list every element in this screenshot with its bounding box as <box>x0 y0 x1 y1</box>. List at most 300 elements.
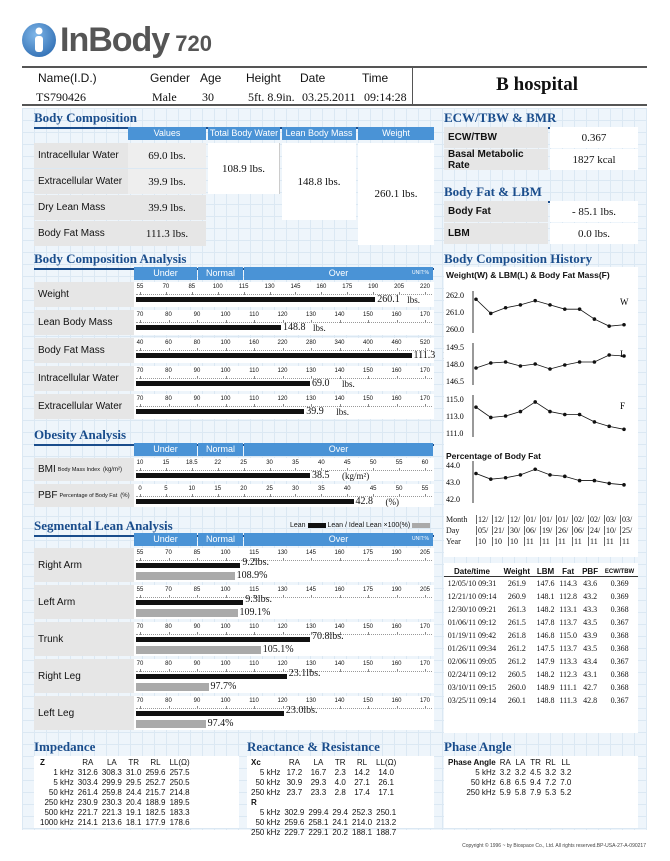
tick-label: 170 <box>419 698 431 704</box>
bar-track <box>134 585 434 619</box>
section-title: Body Composition History <box>444 251 593 266</box>
row-label <box>34 282 134 307</box>
tick-label: 85 <box>193 587 201 593</box>
table-cell: 308.3 <box>101 768 122 777</box>
history-point <box>593 360 597 364</box>
row-label-text: Intracellular Water <box>38 373 119 384</box>
history-point <box>504 476 508 480</box>
history-point <box>607 353 611 357</box>
tick-label: 160 <box>391 396 402 402</box>
table-cell: 12/05/10 09:31 <box>447 579 497 588</box>
table-row <box>444 590 638 603</box>
date-cell: 11 <box>574 537 582 546</box>
bar-track <box>134 548 434 582</box>
impedance-table <box>38 758 192 828</box>
table-cell: 43.9 <box>583 631 598 640</box>
table-cell: 258.1 <box>308 818 329 827</box>
table-cell: 0.368 <box>610 683 629 692</box>
value-bar <box>136 325 281 330</box>
table-cell: 43.3 <box>583 605 598 614</box>
table-row <box>444 655 638 668</box>
table-cell: 24.4 <box>125 788 142 797</box>
row-label: LBM <box>444 223 548 244</box>
tick-label: 170 <box>419 312 431 318</box>
history-point <box>622 428 626 432</box>
table-cell: 1 kHz <box>53 768 74 777</box>
tick-label: 120 <box>277 368 288 374</box>
tick-label: 5 <box>164 486 168 492</box>
table-cell: 0.367 <box>610 696 629 705</box>
table-cell: 01/26/11 09:34 <box>447 644 497 653</box>
table-row <box>446 788 573 798</box>
tick-label: 0 <box>138 486 142 492</box>
row-label <box>34 622 134 656</box>
person-icon <box>22 23 56 57</box>
history-series-tag: L <box>620 349 626 359</box>
table-cell: 259.8 <box>101 788 122 797</box>
row-label <box>34 585 134 619</box>
history-dates <box>444 515 638 555</box>
tick-label: 110 <box>249 698 259 704</box>
tick-label: 120 <box>277 698 288 704</box>
table-cell: 0.368 <box>610 670 629 679</box>
history-point <box>504 414 508 418</box>
column-header-normal: Normal <box>198 533 243 546</box>
table-cell: 257.5 <box>169 768 190 777</box>
tick-label: 100 <box>220 550 231 556</box>
column-header-under: Under <box>134 533 197 546</box>
table-cell: 299.9 <box>101 778 122 787</box>
bar-track <box>134 282 434 307</box>
table-row <box>444 577 638 591</box>
column-header: Fat <box>557 567 579 577</box>
ratio-bar <box>136 609 238 617</box>
row-label: Body Fat <box>444 201 548 222</box>
table-cell: 4.0 <box>334 778 346 787</box>
date-cell: 02/ <box>574 515 585 524</box>
tick-label: 115 <box>249 587 259 593</box>
column-header: Weight <box>500 567 534 577</box>
table-cell: 182.5 <box>145 808 166 817</box>
tick-label: 120 <box>277 396 288 402</box>
history-ytick: 111.0 <box>446 429 464 438</box>
table-cell: 111.3 <box>559 696 577 705</box>
tick-label: 80 <box>165 698 172 704</box>
table-cell: 0.368 <box>610 605 629 614</box>
table-cell: 5.9 <box>499 788 511 797</box>
tick-label: 145 <box>305 550 317 556</box>
table-cell: 5 kHz <box>53 778 74 787</box>
tick-label: 220 <box>277 340 288 346</box>
table-cell: 183.3 <box>169 808 190 817</box>
bar-track <box>134 696 434 730</box>
tick-label: 45 <box>343 460 351 466</box>
history-point <box>578 307 582 311</box>
table-cell: 147.5 <box>536 644 555 653</box>
table-row <box>249 778 398 788</box>
table-cell: 302.9 <box>284 808 305 817</box>
tick-line <box>136 634 432 635</box>
table-cell: 0.368 <box>610 644 629 653</box>
table-row <box>38 768 192 778</box>
table-cell: 01/19/11 09:42 <box>447 631 497 640</box>
tick-label: 145 <box>305 587 317 593</box>
column-header: TR <box>530 758 541 767</box>
tick-label: 90 <box>193 698 201 704</box>
ecw-bmr-table <box>444 127 638 171</box>
tick-label: 40 <box>136 340 144 346</box>
table-cell: 20.2 <box>332 828 348 837</box>
history-point <box>563 363 567 367</box>
table-cell: 147.9 <box>536 657 555 666</box>
tick-label: 115 <box>238 284 249 290</box>
value-bar <box>136 297 375 302</box>
table-cell: 261.9 <box>507 579 526 588</box>
tick-label: 80 <box>165 312 172 318</box>
tick-label: 140 <box>334 396 345 402</box>
table-cell: 3.2 <box>560 768 572 777</box>
table-cell: 312.6 <box>77 768 98 777</box>
table-cell: 213.2 <box>376 818 397 827</box>
table-row <box>249 808 398 818</box>
table-cell: 5.2 <box>560 788 572 797</box>
row-label <box>34 458 134 481</box>
value-unit: (%) <box>385 497 399 507</box>
column-header-over: Over <box>244 533 433 546</box>
table-cell: 5.3 <box>545 788 557 797</box>
id-label: Gender <box>150 71 191 85</box>
table-cell: 12/30/10 09:21 <box>447 605 497 614</box>
brand-model: 720 <box>175 31 212 56</box>
date-cell: 10/ <box>606 526 617 535</box>
table-cell: 6.5 <box>514 778 526 787</box>
date-cell: 10 <box>494 537 502 546</box>
history-point <box>489 477 493 481</box>
column-header: LA <box>313 758 324 767</box>
tick-label: 50 <box>369 460 377 466</box>
table-cell: 252.3 <box>352 808 373 817</box>
ratio-bar <box>136 720 206 728</box>
weight-value: 260.1 lbs. <box>358 143 434 245</box>
row-label <box>34 548 134 582</box>
table-row <box>446 778 573 788</box>
tick-label: 40 <box>318 460 325 466</box>
tick-label: 160 <box>391 698 402 704</box>
bar-track <box>134 366 434 391</box>
date-cell: 11 <box>542 537 550 546</box>
table-row <box>38 808 192 818</box>
table-cell: 261.5 <box>507 618 526 627</box>
table-cell: 261.8 <box>507 631 526 640</box>
date-row-label: Year <box>446 537 461 546</box>
tick-label: 20 <box>240 486 247 492</box>
column-header: RA <box>499 758 511 767</box>
value-unit: lbs. <box>342 379 355 389</box>
table-cell: 214.0 <box>352 818 373 827</box>
id-label: Age <box>200 71 222 85</box>
tick-label: 100 <box>220 396 231 402</box>
table-cell: 250 kHz <box>251 828 281 837</box>
value-bar <box>136 499 354 504</box>
tick-label: 45 <box>369 486 377 492</box>
table-cell: 250.5 <box>169 778 190 787</box>
tick-label: 80 <box>193 340 201 346</box>
history-series-tag: W <box>620 297 629 307</box>
history-point <box>504 360 508 364</box>
date-cell: 11 <box>622 537 630 546</box>
table-cell: 250 kHz <box>44 798 74 807</box>
tick-label: 15 <box>162 460 170 466</box>
value-unit: lbs. <box>336 407 349 417</box>
row-label-text: Left Leg <box>38 707 75 719</box>
history-ytick: 42.0 <box>446 495 460 504</box>
value-label: 9.3lbs. <box>245 594 272 605</box>
table-cell: 17.4 <box>354 788 370 797</box>
id-label: Height <box>246 71 281 85</box>
table-cell: 261.2 <box>507 657 526 666</box>
ratio-bar <box>136 683 209 691</box>
tick-label: 100 <box>220 340 231 346</box>
tick-label: 140 <box>334 698 345 704</box>
column-header-under: Under <box>134 443 197 456</box>
tick-label: 40 <box>343 486 351 492</box>
column-header: LL(Ω) <box>376 758 397 767</box>
row-label: ECW/TBW <box>444 127 548 148</box>
tick-label: 205 <box>394 284 405 290</box>
tick-label: 170 <box>419 396 431 402</box>
table-row <box>446 768 573 778</box>
tick-label: 150 <box>362 624 374 630</box>
date-cell: 03/ <box>622 515 633 524</box>
table-cell: 260.0 <box>507 683 526 692</box>
tick-label: 160 <box>248 340 260 346</box>
tick-label: 205 <box>419 587 431 593</box>
column-header: LA <box>515 758 526 767</box>
tick-label: 175 <box>342 284 353 290</box>
tick-label: 400 <box>362 340 374 346</box>
tick-label: 140 <box>334 312 345 318</box>
row-label-text: Right Arm <box>38 559 82 571</box>
tick-label: 170 <box>419 661 431 667</box>
table-cell: 148.2 <box>536 670 555 679</box>
tick-label: 160 <box>334 587 345 593</box>
column-header: RL <box>545 758 556 767</box>
row-label-text: Right Leg <box>38 670 81 682</box>
table-cell: 260.5 <box>507 670 526 679</box>
table-cell: 113.7 <box>559 644 577 653</box>
row-label-text: PBF <box>38 490 58 501</box>
id-label: Time <box>362 71 389 85</box>
history-subtitle: Weight(W) & LBM(L) & Body Fat Mass(F) <box>446 270 610 280</box>
table-cell: 188.7 <box>376 828 397 837</box>
tbw-value: 108.9 lbs. <box>208 143 280 194</box>
legend-lean: Lean <box>290 522 306 529</box>
table-cell: 7.9 <box>529 788 542 797</box>
value-label: 148.8 <box>283 322 306 333</box>
table-cell: 250.1 <box>376 808 397 817</box>
tick-label: 130 <box>277 587 288 593</box>
date-cell: 03/ <box>606 515 617 524</box>
table-cell: 221.3 <box>101 808 122 817</box>
table-cell: 0.368 <box>610 631 629 640</box>
table-cell: 114.3 <box>559 579 577 588</box>
date-cell: 01/ <box>558 515 569 524</box>
history-point <box>519 473 523 477</box>
table-cell: 303.4 <box>77 778 98 787</box>
table-cell: 43.6 <box>583 579 598 588</box>
table-cell: 260.9 <box>507 592 526 601</box>
bodyfat-lbm-table <box>444 201 638 245</box>
date-cell: 30/ <box>510 526 521 535</box>
id-label: Name(I.D.) <box>38 71 97 85</box>
column-header: Date/time <box>444 567 500 577</box>
row-value: 69.0 lbs. <box>128 143 206 168</box>
table-cell: 16.7 <box>310 768 327 777</box>
tick-label: 90 <box>193 396 201 402</box>
tick-label: 160 <box>391 368 402 374</box>
table-cell: 188.1 <box>352 828 373 837</box>
table-cell: 43.5 <box>583 644 598 653</box>
section-title: Body Composition <box>34 110 137 125</box>
row-label: Extracellular Water <box>34 169 128 194</box>
date-cell: 11 <box>526 537 534 546</box>
history-point <box>474 405 478 409</box>
table-cell: 17.2 <box>286 768 303 777</box>
value-bar <box>136 353 412 358</box>
row-label <box>34 484 134 507</box>
row-label-text: Lean Body Mass <box>38 317 113 328</box>
tick-line <box>136 378 432 379</box>
table-cell: 2.8 <box>334 788 346 797</box>
table-cell: 24.1 <box>332 818 348 827</box>
date-cell: 19/ <box>542 526 553 535</box>
bar-track <box>134 310 434 335</box>
table-cell: 112.8 <box>559 592 577 601</box>
section-title: Reactance & Resistance <box>247 739 380 754</box>
table-cell: 29.3 <box>310 778 327 787</box>
column-header: RL <box>356 758 368 767</box>
row-label-text: Weight <box>38 289 69 300</box>
table-cell: 27.1 <box>354 778 370 787</box>
tick-label: 190 <box>391 550 402 556</box>
tick-label: 90 <box>193 624 201 630</box>
table-cell: 146.8 <box>536 631 555 640</box>
phase-panel <box>444 756 638 828</box>
id-value: TS790426 <box>36 90 87 104</box>
tick-label: 160 <box>391 624 402 630</box>
table-row <box>444 642 638 655</box>
column-header-over: Over <box>244 267 433 280</box>
date-cell: 12/ <box>510 515 521 524</box>
history-point <box>593 317 597 321</box>
history-point <box>563 475 567 479</box>
history-point <box>504 306 508 310</box>
history-point <box>474 297 478 301</box>
value-bar <box>136 674 287 679</box>
tick-label: 100 <box>212 284 223 290</box>
table-cell: 43.2 <box>583 592 598 601</box>
column-header-normal: Normal <box>198 443 243 456</box>
table-row <box>444 616 638 629</box>
tick-line <box>136 350 432 351</box>
column-header: PBF <box>579 567 601 577</box>
value-unit: (kg/m²) <box>342 471 370 481</box>
history-point <box>548 303 552 307</box>
table-cell: 147.6 <box>536 579 555 588</box>
value-bar <box>136 600 243 605</box>
tick-label: 110 <box>249 312 259 318</box>
table-cell: 50 kHz <box>255 818 281 827</box>
table-row <box>249 768 398 778</box>
tick-label: 80 <box>165 368 172 374</box>
tick-label: 70 <box>165 587 172 593</box>
id-value: Male <box>152 90 177 104</box>
table-cell: 29.5 <box>125 778 142 787</box>
row-label: Basal Metabolic Rate <box>444 149 548 170</box>
tick-label: 115 <box>249 550 259 556</box>
group-row <box>249 798 398 808</box>
row-label-text: Trunk <box>38 633 64 645</box>
tick-label: 60 <box>165 340 172 346</box>
table-cell: 148.9 <box>536 683 555 692</box>
tick-label: 220 <box>419 284 431 290</box>
column-header: RA <box>82 758 94 767</box>
row-value: 0.0 lbs. <box>550 223 638 244</box>
tick-label: 70 <box>136 698 144 704</box>
table-cell: 189.5 <box>169 798 190 807</box>
tick-label: 110 <box>249 396 259 402</box>
table-cell: 5.8 <box>514 788 526 797</box>
tick-label: 60 <box>421 460 429 466</box>
tick-label: 340 <box>334 340 345 346</box>
date-cell: 05/ <box>478 526 489 535</box>
row-value: 1827 kcal <box>550 149 638 170</box>
table-cell: 23.3 <box>310 788 327 797</box>
history-point <box>563 307 567 311</box>
table-cell: 43.5 <box>583 618 598 627</box>
tick-label: 70 <box>162 284 170 290</box>
column-header: LL(Ω) <box>169 758 190 767</box>
tick-label: 160 <box>334 550 345 556</box>
tick-label: 22 <box>214 460 222 466</box>
tick-label: 18.5 <box>185 460 198 466</box>
history-point <box>548 473 552 477</box>
value-bar <box>136 381 310 386</box>
tick-label: 90 <box>193 312 201 318</box>
row-label: Body Fat Mass <box>34 221 128 246</box>
history-point <box>607 324 611 328</box>
ratio-bar <box>136 572 235 580</box>
table-cell: 12/21/10 09:14 <box>447 592 497 601</box>
obesity-chart <box>34 443 434 511</box>
tick-label: 70 <box>136 661 144 667</box>
history-point <box>578 360 582 364</box>
tick-label: 25 <box>240 460 247 466</box>
tick-label: 100 <box>220 698 231 704</box>
section-title: Body Composition Analysis <box>34 251 187 266</box>
table-cell: 177.9 <box>145 818 166 827</box>
column-header: RL <box>150 758 161 767</box>
ratio-label: 97.4% <box>207 718 234 729</box>
table-cell: 03/10/11 09:15 <box>447 683 497 692</box>
tick-label: 205 <box>419 550 431 556</box>
tick-label: 520 <box>419 340 431 346</box>
table-cell: 5 kHz <box>259 808 281 817</box>
section-title: Segmental Lean Analysis <box>34 518 173 533</box>
tick-label: 140 <box>334 661 345 667</box>
tick-label: 175 <box>362 550 374 556</box>
column-header-under: Under <box>134 267 197 280</box>
